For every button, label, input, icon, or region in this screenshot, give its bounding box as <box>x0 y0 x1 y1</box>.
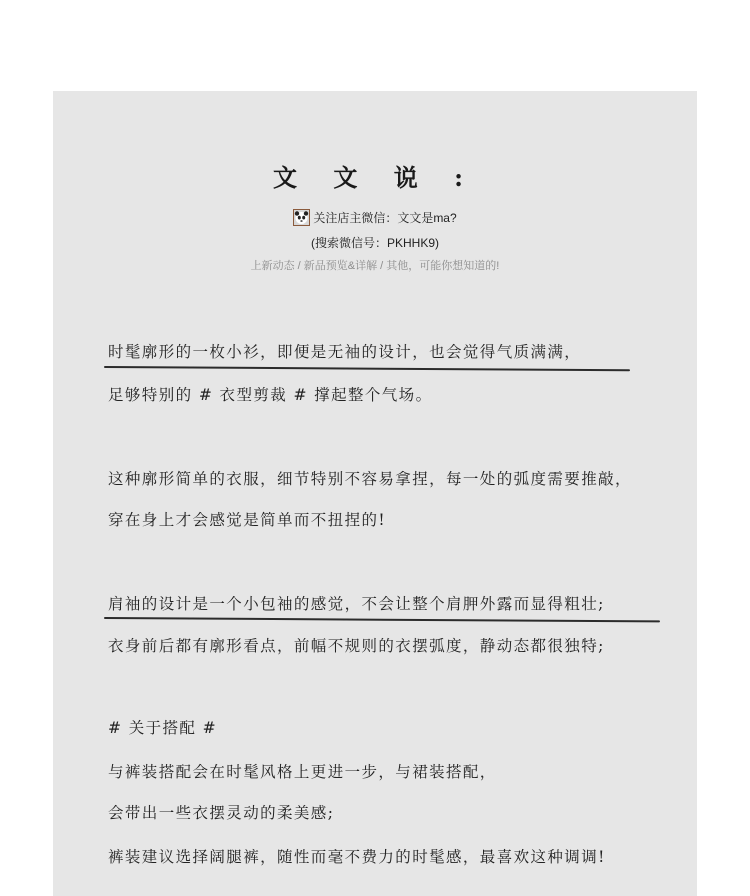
paragraph-4-line-1: # 关于搭配 # <box>108 719 218 737</box>
paragraph-1-line-2: 足够特别的 # 衣型剪裁 # 撑起整个气场。 <box>108 386 433 404</box>
topics-line: 上新动态 / 新品预览&详解 / 其他，可能你想知道的! <box>250 260 500 272</box>
paragraph-2-line-1: 这种廓形简单的衣服，细节特别不容易拿捏，每一处的弧度需要推敲， <box>108 470 632 488</box>
wechat-follow-line <box>0 209 750 226</box>
paragraph-4-line-2: 与裤装搭配会在时髦风格上更进一步，与裙装搭配， <box>108 763 497 781</box>
paragraph-3-line-2: 衣身前后都有廓形看点，前幅不规则的衣摆弧度，静动态都很独特; <box>108 637 605 655</box>
paragraph-3-line-1: 肩袖的设计是一个小包袖的感觉，不会让整个肩胛外露而显得粗壮; <box>108 595 605 613</box>
paragraph-4-line-4: 裤装建议选择阔腿裤，随性而毫不费力的时髦感，最喜欢这种调调! <box>108 848 606 866</box>
page-title: 文 文 说 : <box>273 163 477 192</box>
panda-avatar-icon <box>293 209 310 226</box>
paragraph-4-line-3: 会带出一些衣摆灵动的柔美感; <box>108 804 335 822</box>
wechat-follow-text: 关注店主微信：文文是ma? <box>313 211 457 225</box>
paragraph-2-line-2: 穿在身上才会感觉是简单而不扭捏的! <box>108 511 387 529</box>
paragraph-1-line-1: 时髦廓形的一枚小衫，即便是无袖的设计，也会觉得气质满满， <box>108 343 582 361</box>
wechat-id-line: (搜索微信号：PKHHK9) <box>310 236 439 250</box>
